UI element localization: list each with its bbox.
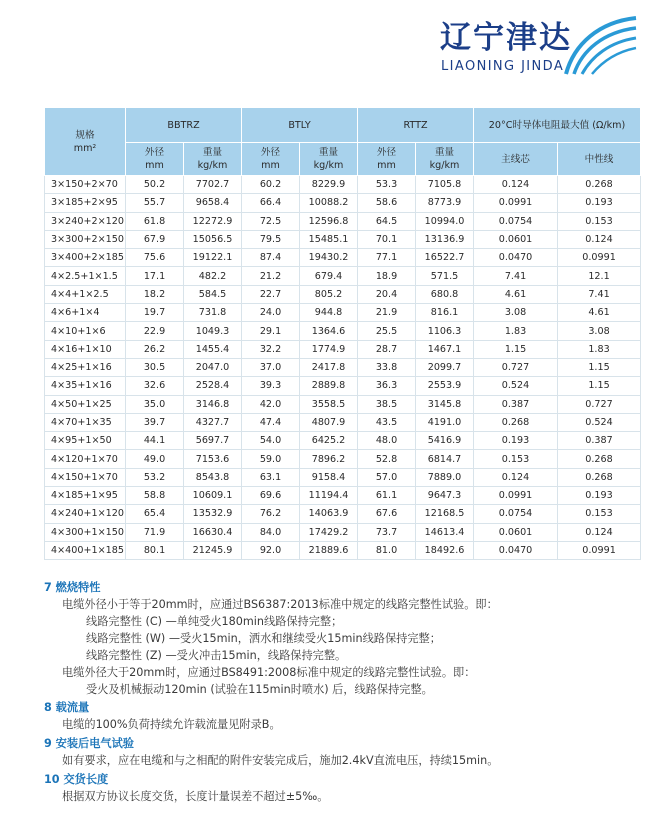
cell-btly-weight: 1364.6 [300, 322, 358, 340]
cell-main-core-resistance: 3.08 [474, 304, 558, 322]
col-neutral: 中性线 [558, 143, 641, 176]
cell-bbtrz-od: 17.1 [126, 267, 184, 285]
paragraph: 线路完整性 (W) —受火15min，洒水和继续受火15min线路保持完整； [86, 632, 441, 645]
table-row [45, 505, 641, 523]
cell-btly-weight: 944.8 [300, 304, 358, 322]
cell-btly-weight: 679.4 [300, 267, 358, 285]
cell-main-core-resistance: 0.153 [474, 450, 558, 468]
cell-neutral-resistance: 4.61 [558, 304, 641, 322]
cell-main-core-resistance: 0.0754 [474, 505, 558, 523]
cell-btly-od: 24.0 [242, 304, 300, 322]
cell-rttz-weight: 571.5 [416, 267, 474, 285]
cell-btly-od: 22.7 [242, 285, 300, 303]
cell-neutral-resistance: 0.268 [558, 468, 641, 486]
cell-main-core-resistance: 0.387 [474, 395, 558, 413]
paragraph: 线路完整性 (C) —单纯受火180min线路保持完整； [86, 615, 343, 628]
cell-bbtrz-od: 75.6 [126, 249, 184, 267]
cell-bbtrz-weight: 584.5 [184, 285, 242, 303]
cell-btly-weight: 21889.6 [300, 541, 358, 559]
cable-spec-table [44, 107, 641, 560]
paragraph: 受火及机械振动120min (试验在115min时喷水) 后，线路保持完整。 [86, 683, 433, 696]
cell-rttz-od: 61.1 [358, 487, 416, 505]
cell-btly-od: 42.0 [242, 395, 300, 413]
paragraph: 电缆外径大于20mm时，应通过BS8491:2008标准中规定的线路完整性试验。即： [62, 666, 476, 679]
cell-neutral-resistance: 0.0991 [558, 249, 641, 267]
section-title: 8 载流量 [44, 701, 90, 714]
group-resistance: 20°C时导体电阻最大值 (Ω/km) [474, 108, 641, 143]
cell-bbtrz-weight: 9658.4 [184, 194, 242, 212]
section-title: 9 安装后电气试验 [44, 737, 134, 750]
cell-main-core-resistance: 0.268 [474, 413, 558, 431]
cell-btly-od: 72.5 [242, 212, 300, 230]
paragraph: 如有要求，应在电缆和与之相配的附件安装完成后，施加2.4kV直流电压，持续15min。 [62, 754, 499, 767]
table-row [45, 176, 641, 194]
paragraph: 电缆外径小于等于20mm时，应通过BS6387:2013标准中规定的线路完整性试验。即： [62, 598, 498, 611]
logo-english-name: LIAONING JINDA [441, 59, 565, 74]
cell-spec: 4×16+1×10 [45, 340, 126, 358]
cell-rttz-od: 33.8 [358, 358, 416, 376]
paragraph: 根据双方协议长度交货，长度计量误差不超过±5‰。 [62, 790, 329, 803]
cell-bbtrz-weight: 731.8 [184, 304, 242, 322]
cell-spec: 3×400+2×185 [45, 249, 126, 267]
cell-rttz-od: 81.0 [358, 541, 416, 559]
cell-rttz-od: 64.5 [358, 212, 416, 230]
cell-main-core-resistance: 7.41 [474, 267, 558, 285]
cell-btly-weight: 14063.9 [300, 505, 358, 523]
cell-rttz-od: 57.0 [358, 468, 416, 486]
cell-rttz-weight: 7105.8 [416, 176, 474, 194]
section-title: 10 交货长度 [44, 773, 109, 786]
cell-rttz-od: 25.5 [358, 322, 416, 340]
table-row [45, 450, 641, 468]
cell-bbtrz-od: 67.9 [126, 230, 184, 248]
cell-main-core-resistance: 0.524 [474, 377, 558, 395]
cell-bbtrz-od: 55.7 [126, 194, 184, 212]
cell-btly-od: 39.3 [242, 377, 300, 395]
cell-spec: 4×4+1×2.5 [45, 285, 126, 303]
cell-spec: 4×300+1×150 [45, 523, 126, 541]
cell-btly-od: 32.2 [242, 340, 300, 358]
table-row [45, 523, 641, 541]
cell-rttz-od: 73.7 [358, 523, 416, 541]
cell-bbtrz-od: 71.9 [126, 523, 184, 541]
cell-main-core-resistance: 0.193 [474, 432, 558, 450]
section-7 [44, 579, 498, 698]
col-weight: 重量 kg/km [416, 143, 474, 176]
cell-rttz-weight: 14613.4 [416, 523, 474, 541]
cell-bbtrz-weight: 1049.3 [184, 322, 242, 340]
cell-btly-weight: 9158.4 [300, 468, 358, 486]
cell-rttz-weight: 10994.0 [416, 212, 474, 230]
cell-rttz-od: 18.9 [358, 267, 416, 285]
cell-bbtrz-weight: 12272.9 [184, 212, 242, 230]
cell-neutral-resistance: 0.193 [558, 487, 641, 505]
cell-btly-od: 76.2 [242, 505, 300, 523]
cell-rttz-od: 21.9 [358, 304, 416, 322]
cell-neutral-resistance: 0.193 [558, 194, 641, 212]
cell-main-core-resistance: 0.0470 [474, 541, 558, 559]
cell-neutral-resistance: 0.727 [558, 395, 641, 413]
cell-main-core-resistance: 1.83 [474, 322, 558, 340]
cell-rttz-od: 28.7 [358, 340, 416, 358]
group-rttz: RTTZ [358, 108, 474, 143]
table-row [45, 267, 641, 285]
cell-btly-od: 29.1 [242, 322, 300, 340]
cell-main-core-resistance: 0.0601 [474, 523, 558, 541]
cell-neutral-resistance: 3.08 [558, 322, 641, 340]
cell-btly-od: 63.1 [242, 468, 300, 486]
cell-bbtrz-od: 50.2 [126, 176, 184, 194]
cell-rttz-od: 70.1 [358, 230, 416, 248]
cell-neutral-resistance: 0.387 [558, 432, 641, 450]
cell-bbtrz-od: 61.8 [126, 212, 184, 230]
cell-btly-od: 47.4 [242, 413, 300, 431]
cell-rttz-od: 20.4 [358, 285, 416, 303]
cell-spec: 4×25+1×16 [45, 358, 126, 376]
cell-spec: 4×150+1×70 [45, 468, 126, 486]
cell-bbtrz-od: 65.4 [126, 505, 184, 523]
cell-spec: 3×300+2×150 [45, 230, 126, 248]
table-row [45, 432, 641, 450]
cell-main-core-resistance: 1.15 [474, 340, 558, 358]
cell-btly-weight: 6425.2 [300, 432, 358, 450]
table-row [45, 285, 641, 303]
cell-neutral-resistance: 1.15 [558, 377, 641, 395]
cell-btly-od: 37.0 [242, 358, 300, 376]
cell-rttz-od: 53.3 [358, 176, 416, 194]
cell-spec: 4×6+1×4 [45, 304, 126, 322]
cell-btly-weight: 4807.9 [300, 413, 358, 431]
cell-spec: 3×150+2×70 [45, 176, 126, 194]
company-logo [440, 12, 640, 80]
cell-bbtrz-od: 22.9 [126, 322, 184, 340]
cell-bbtrz-weight: 21245.9 [184, 541, 242, 559]
cell-bbtrz-weight: 2047.0 [184, 358, 242, 376]
cell-bbtrz-weight: 8543.8 [184, 468, 242, 486]
cell-rttz-weight: 12168.5 [416, 505, 474, 523]
cell-bbtrz-weight: 7702.7 [184, 176, 242, 194]
cell-bbtrz-od: 53.2 [126, 468, 184, 486]
cell-rttz-od: 77.1 [358, 249, 416, 267]
table-row [45, 468, 641, 486]
table-row [45, 230, 641, 248]
cell-rttz-weight: 13136.9 [416, 230, 474, 248]
cell-rttz-od: 38.5 [358, 395, 416, 413]
cell-main-core-resistance: 0.727 [474, 358, 558, 376]
group-bbtrz: BBTRZ [126, 108, 242, 143]
cell-btly-weight: 7896.2 [300, 450, 358, 468]
cell-neutral-resistance: 0.153 [558, 212, 641, 230]
cell-bbtrz-od: 30.5 [126, 358, 184, 376]
cell-main-core-resistance: 0.0601 [474, 230, 558, 248]
table-row [45, 340, 641, 358]
cell-bbtrz-weight: 16630.4 [184, 523, 242, 541]
cell-rttz-weight: 2553.9 [416, 377, 474, 395]
logo-swoosh-icon [564, 14, 638, 76]
table-row [45, 541, 641, 559]
cell-rttz-weight: 16522.7 [416, 249, 474, 267]
cell-btly-od: 87.4 [242, 249, 300, 267]
cell-main-core-resistance: 0.124 [474, 176, 558, 194]
cell-btly-od: 79.5 [242, 230, 300, 248]
cell-spec: 3×240+2×120 [45, 212, 126, 230]
cell-neutral-resistance: 0.124 [558, 230, 641, 248]
cell-neutral-resistance: 0.524 [558, 413, 641, 431]
cell-rttz-weight: 2099.7 [416, 358, 474, 376]
cell-rttz-od: 52.8 [358, 450, 416, 468]
cell-neutral-resistance: 0.268 [558, 176, 641, 194]
cell-btly-weight: 15485.1 [300, 230, 358, 248]
cell-bbtrz-weight: 13532.9 [184, 505, 242, 523]
col-od: 外径 mm [126, 143, 184, 176]
paragraph: 线路完整性 (Z) —受火冲击15min，线路保持完整。 [86, 649, 347, 662]
cell-bbtrz-weight: 3146.8 [184, 395, 242, 413]
cell-neutral-resistance: 12.1 [558, 267, 641, 285]
cell-bbtrz-weight: 19122.1 [184, 249, 242, 267]
table-row [45, 304, 641, 322]
cell-bbtrz-od: 19.7 [126, 304, 184, 322]
cell-spec: 4×35+1×16 [45, 377, 126, 395]
cell-spec: 3×185+2×95 [45, 194, 126, 212]
paragraph: 电缆的100%负荷持续允许载流量见附录B。 [62, 718, 281, 731]
cell-btly-weight: 8229.9 [300, 176, 358, 194]
cell-btly-od: 84.0 [242, 523, 300, 541]
cell-rttz-weight: 3145.8 [416, 395, 474, 413]
cell-bbtrz-weight: 7153.6 [184, 450, 242, 468]
cell-rttz-od: 48.0 [358, 432, 416, 450]
cell-neutral-resistance: 0.153 [558, 505, 641, 523]
col-weight: 重量 kg/km [300, 143, 358, 176]
cell-btly-weight: 17429.2 [300, 523, 358, 541]
cell-spec: 4×185+1×95 [45, 487, 126, 505]
section-8 [44, 699, 281, 733]
section-10 [44, 771, 328, 805]
cell-main-core-resistance: 0.0470 [474, 249, 558, 267]
cell-bbtrz-weight: 482.2 [184, 267, 242, 285]
table-row [45, 322, 641, 340]
cell-spec: 4×10+1×6 [45, 322, 126, 340]
cell-bbtrz-weight: 2528.4 [184, 377, 242, 395]
table-row [45, 413, 641, 431]
col-weight: 重量 kg/km [184, 143, 242, 176]
table-row [45, 194, 641, 212]
cell-neutral-resistance: 0.0991 [558, 541, 641, 559]
cell-rttz-od: 58.6 [358, 194, 416, 212]
table-row [45, 358, 641, 376]
cell-btly-od: 59.0 [242, 450, 300, 468]
cell-rttz-weight: 5416.9 [416, 432, 474, 450]
cell-rttz-weight: 9647.3 [416, 487, 474, 505]
cell-btly-weight: 1774.9 [300, 340, 358, 358]
cell-neutral-resistance: 0.268 [558, 450, 641, 468]
cell-bbtrz-weight: 5697.7 [184, 432, 242, 450]
cell-rttz-weight: 4191.0 [416, 413, 474, 431]
cell-btly-od: 69.6 [242, 487, 300, 505]
spec-header: 规格 mm² [45, 108, 126, 176]
cell-bbtrz-od: 32.6 [126, 377, 184, 395]
cell-rttz-weight: 6814.7 [416, 450, 474, 468]
cell-btly-weight: 19430.2 [300, 249, 358, 267]
logo-chinese-name: 辽宁津达 [440, 20, 572, 56]
cell-rttz-weight: 7889.0 [416, 468, 474, 486]
cell-main-core-resistance: 4.61 [474, 285, 558, 303]
cell-bbtrz-weight: 15056.5 [184, 230, 242, 248]
section-9 [44, 735, 498, 769]
table-row [45, 395, 641, 413]
cell-bbtrz-od: 18.2 [126, 285, 184, 303]
cell-spec: 4×2.5+1×1.5 [45, 267, 126, 285]
cell-rttz-od: 67.6 [358, 505, 416, 523]
cell-rttz-weight: 8773.9 [416, 194, 474, 212]
cell-rttz-weight: 816.1 [416, 304, 474, 322]
col-od: 外径 mm [358, 143, 416, 176]
cell-bbtrz-od: 39.7 [126, 413, 184, 431]
cell-btly-weight: 2417.8 [300, 358, 358, 376]
cell-spec: 4×120+1×70 [45, 450, 126, 468]
cell-bbtrz-od: 35.0 [126, 395, 184, 413]
cell-main-core-resistance: 0.0991 [474, 194, 558, 212]
cell-bbtrz-od: 49.0 [126, 450, 184, 468]
cell-main-core-resistance: 0.0991 [474, 487, 558, 505]
col-main-core: 主线芯 [474, 143, 558, 176]
cell-neutral-resistance: 0.124 [558, 523, 641, 541]
table-row [45, 377, 641, 395]
cell-btly-od: 60.2 [242, 176, 300, 194]
cell-bbtrz-weight: 1455.4 [184, 340, 242, 358]
cell-btly-od: 21.2 [242, 267, 300, 285]
section-title: 7 燃烧特性 [44, 581, 101, 594]
table-row [45, 487, 641, 505]
table-row [45, 249, 641, 267]
cell-spec: 4×95+1×50 [45, 432, 126, 450]
cell-bbtrz-weight: 4327.7 [184, 413, 242, 431]
cell-bbtrz-od: 44.1 [126, 432, 184, 450]
cell-bbtrz-weight: 10609.1 [184, 487, 242, 505]
cell-spec: 4×70+1×35 [45, 413, 126, 431]
cell-rttz-weight: 1106.3 [416, 322, 474, 340]
cell-rttz-od: 43.5 [358, 413, 416, 431]
cell-btly-od: 92.0 [242, 541, 300, 559]
cell-btly-weight: 10088.2 [300, 194, 358, 212]
cell-spec: 4×400+1×185 [45, 541, 126, 559]
cell-rttz-weight: 680.8 [416, 285, 474, 303]
cell-main-core-resistance: 0.0754 [474, 212, 558, 230]
cell-neutral-resistance: 7.41 [558, 285, 641, 303]
cell-btly-od: 66.4 [242, 194, 300, 212]
cell-bbtrz-od: 80.1 [126, 541, 184, 559]
cell-bbtrz-od: 26.2 [126, 340, 184, 358]
cell-rttz-weight: 1467.1 [416, 340, 474, 358]
group-btly: BTLY [242, 108, 358, 143]
cell-btly-weight: 805.2 [300, 285, 358, 303]
cell-bbtrz-od: 58.8 [126, 487, 184, 505]
cell-neutral-resistance: 1.83 [558, 340, 641, 358]
col-od: 外径 mm [242, 143, 300, 176]
cell-btly-weight: 11194.4 [300, 487, 358, 505]
cell-main-core-resistance: 0.124 [474, 468, 558, 486]
cell-btly-weight: 3558.5 [300, 395, 358, 413]
cell-rttz-od: 36.3 [358, 377, 416, 395]
cell-rttz-weight: 18492.6 [416, 541, 474, 559]
cell-neutral-resistance: 1.15 [558, 358, 641, 376]
cell-spec: 4×50+1×25 [45, 395, 126, 413]
cell-btly-od: 54.0 [242, 432, 300, 450]
table-row [45, 212, 641, 230]
cell-spec: 4×240+1×120 [45, 505, 126, 523]
cell-btly-weight: 12596.8 [300, 212, 358, 230]
cell-btly-weight: 2889.8 [300, 377, 358, 395]
